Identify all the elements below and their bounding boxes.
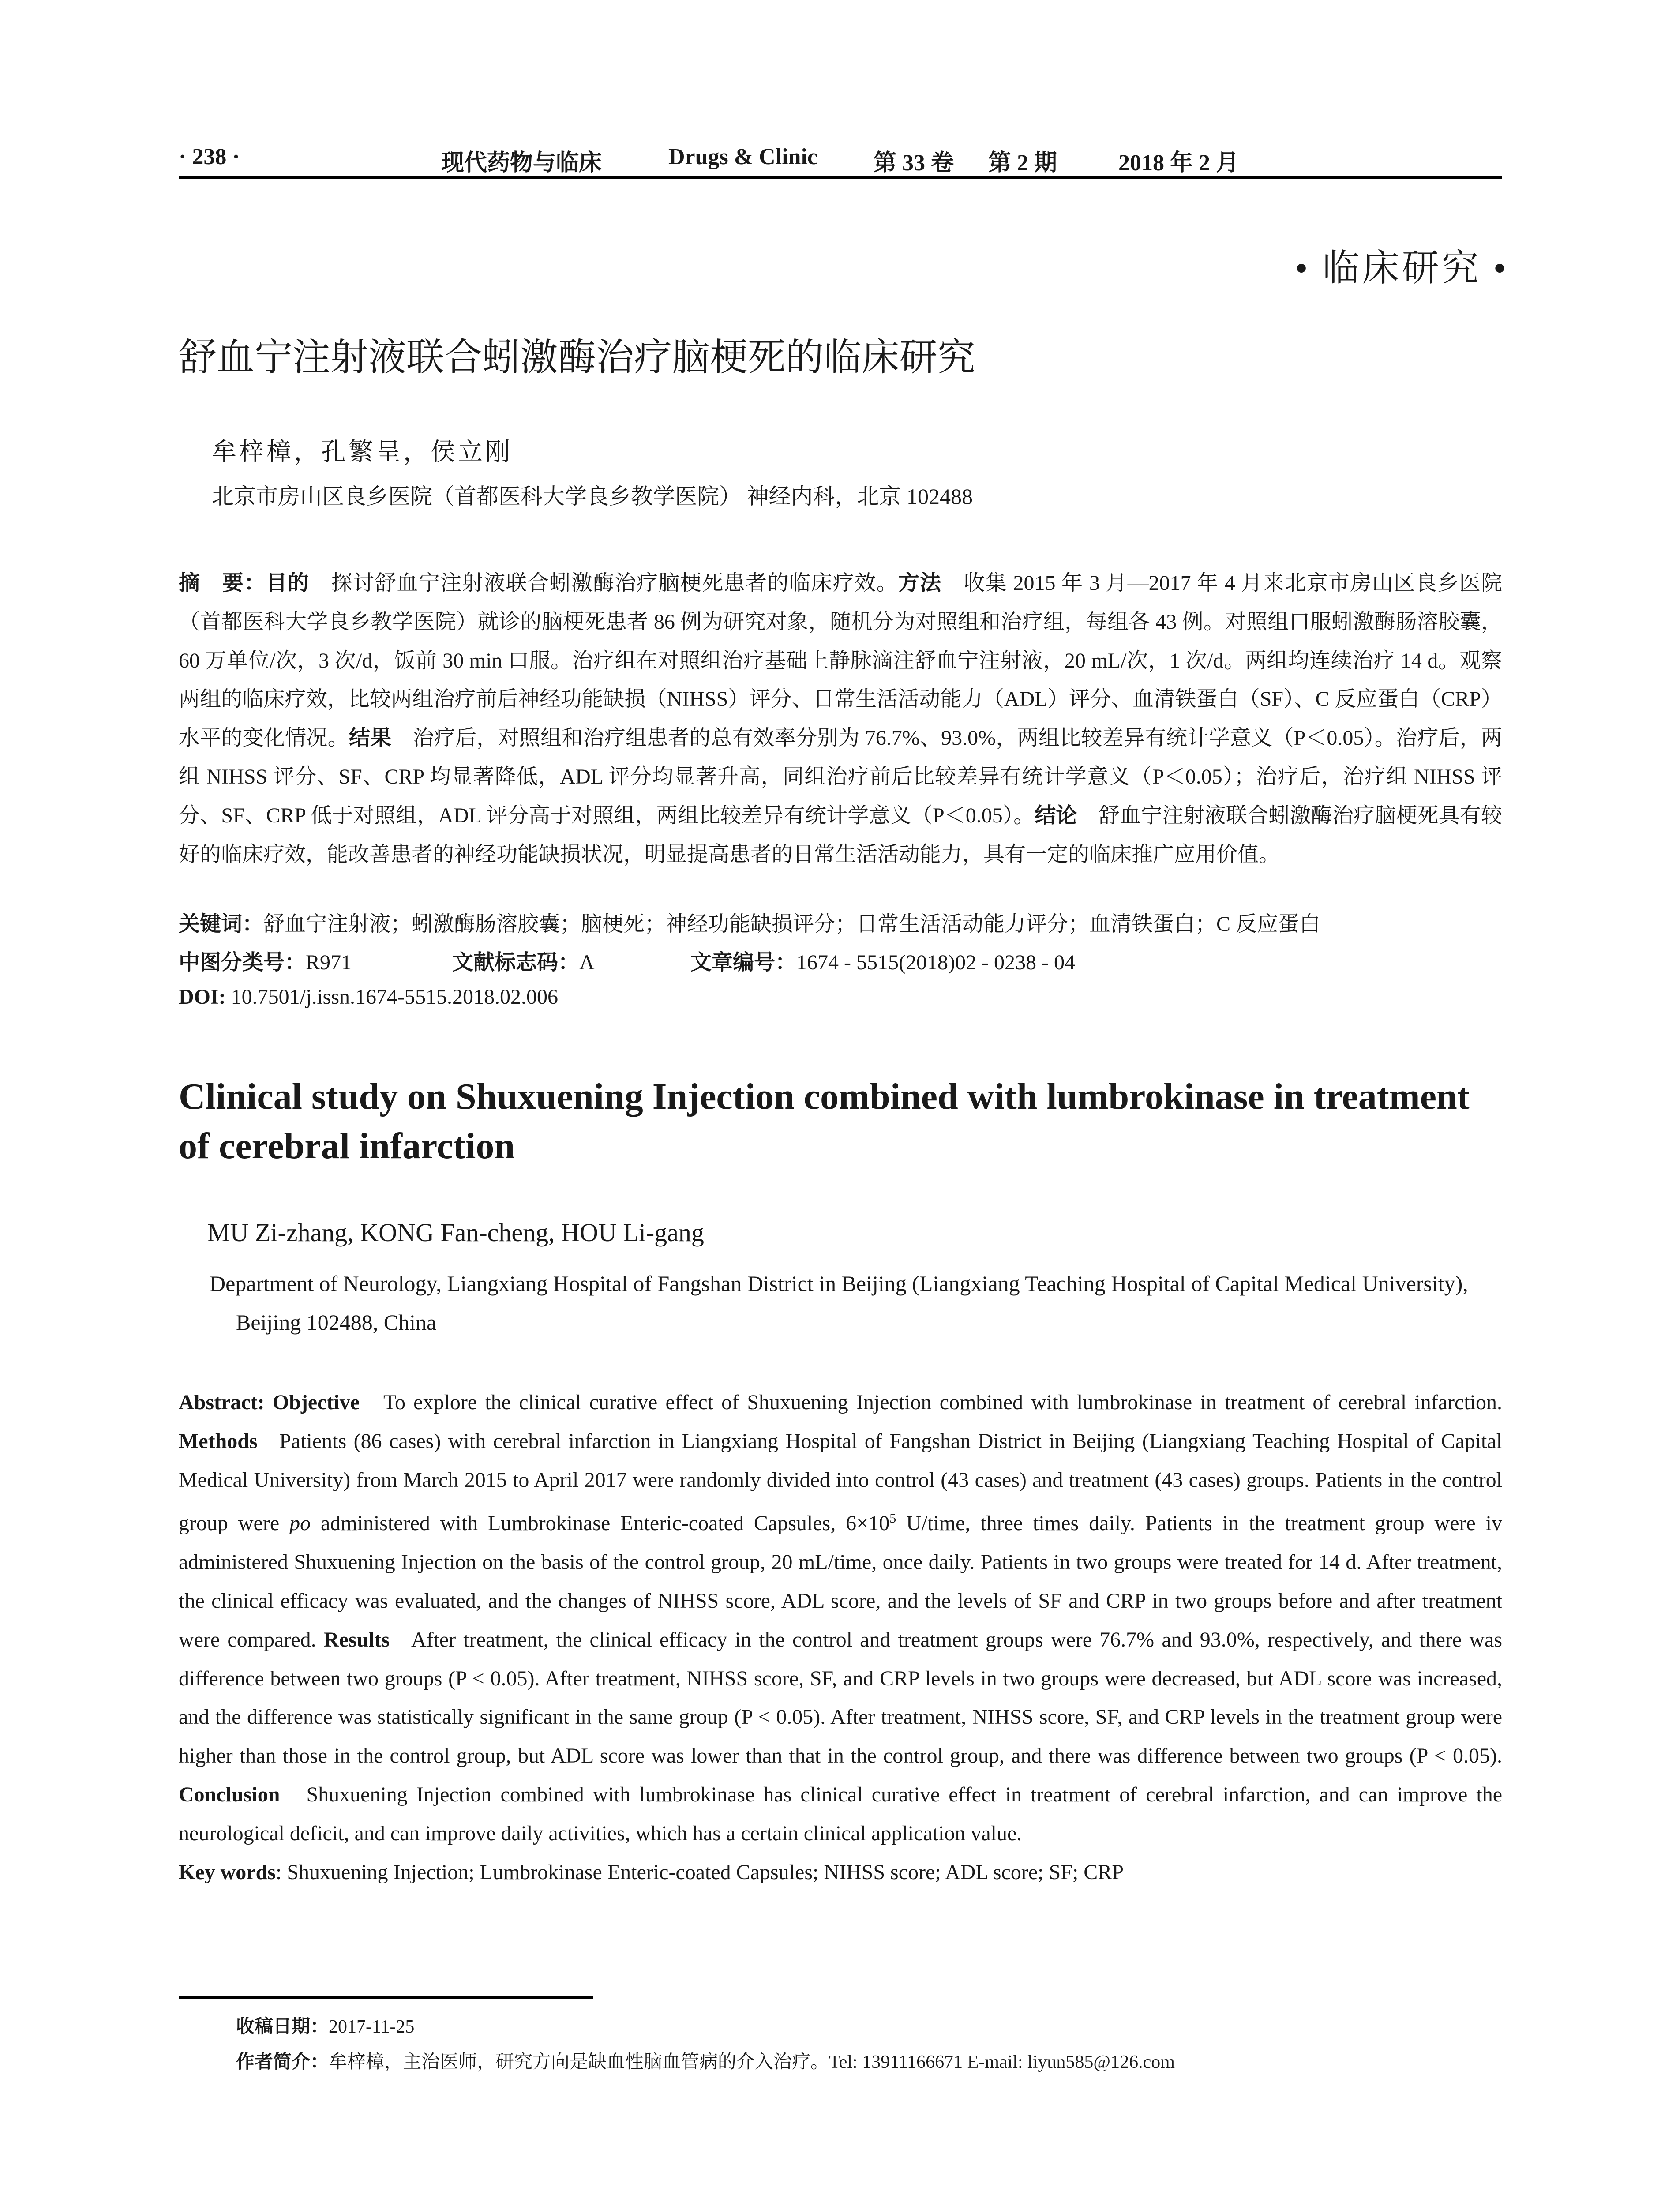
received-date	[236, 2012, 1502, 2038]
publication-date: 2018 年 2 月	[1118, 150, 1239, 176]
doi-value: 10.7501/j.issn.1674-5515.2018.02.006	[231, 985, 559, 1009]
header-rule	[179, 176, 1502, 179]
keywords-cn-label: 关键词：	[179, 912, 264, 936]
footnote-rule	[179, 1996, 593, 1999]
doc-code-label: 文献标志码：	[452, 950, 580, 975]
keywords-cn	[179, 907, 1502, 937]
article-number-label: 文章编号：	[690, 950, 797, 975]
authors-en: MU Zi-zhang, KONG Fan-cheng, HOU Li-gang	[207, 1218, 704, 1247]
bio-value: 牟梓樟，主治医师，研究方向是缺血性脑血管病的介入治疗。Tel: 13911166671 E-mail: liyun585@126.com	[329, 2052, 1175, 2072]
keywords-en-text: : Shuxuening Injection; Lumbrokinase Enteric-coated Capsules; NIHSS score; ADL score; SF; CRP	[275, 1860, 1124, 1884]
article-number-value: 1674 - 5515(2018)02 - 0238 - 04	[796, 951, 1075, 974]
issue: 第 2 期	[988, 150, 1058, 176]
methods-en-part2: administered with Lumbrokinase Enteric-coated Capsules, 6×10	[320, 1512, 890, 1535]
methods-cn-label: 方法	[898, 570, 942, 595]
methods-en-po: po	[289, 1512, 311, 1535]
methods-en-part1: Patients (86 cases) with cerebral infarction in Liangxiang Hospital of Fangshan District in Beijing (Liangxiang Teaching Hospital of Capital Medical University) from March 2015 to April 2017 were randomly divided into control (43 cases) and treatment (43 cases) groups. Patients in the control group were	[179, 1429, 1503, 1535]
results-en: After treatment, the clinical efficacy in the control and treatment groups were 76.7% and 93.0%, respectively, and there was difference between two groups (P < 0.05). After treatment, NIHSS score, SF, and CRP levels in two groups were decreased, but ADL score was increased, and the difference was statistically significant in the same group (P < 0.05). After treatment, NIHSS score, SF, and CRP levels in the treatment group were higher than those in the control group, but ADL score was lower than that in the control group, and there was difference between two groups (P < 0.05).	[179, 1628, 1502, 1768]
received-value: 2017-11-25	[329, 2017, 415, 2037]
volume: 第 33 卷	[874, 150, 954, 176]
running-header	[179, 141, 1502, 176]
objective-en-label: Objective	[272, 1391, 360, 1414]
objective-cn-label: 目的	[266, 570, 310, 595]
results-en-label: Results	[323, 1628, 390, 1651]
affiliation-en: Department of Neurology, Liangxiang Hospital of Fangshan District in Beijing (Liangxiang Teaching Hospital of Capital Medical University), Beijing 102488, China	[210, 1271, 1468, 1335]
objective-cn: 探讨舒血宁注射液联合蚓激酶治疗脑梗死患者的临床疗效。	[331, 571, 898, 595]
doc-code-value: A	[579, 951, 595, 974]
column-tag: • 临床研究 •	[1295, 248, 1509, 289]
results-cn: 治疗后，对照组和治疗组患者的总有效率分别为 76.7%、93.0%，两组比较差异有统计学意义（P＜0.05）。治疗后，两组 NIHSS 评分、SF、CRP 均显著降低，ADL 评分均显著升高，同组治疗前后比较差异有统计学意义（P＜0.05）；治疗后，治疗组 NIHSS 评分、SF、CRP 低于对照组，ADL 评分高于对照组，两组比较差异有统计学意义（P＜0.05）。	[179, 726, 1502, 827]
keywords-cn-text: 舒血宁注射液；蚓激酶肠溶胶囊；脑梗死；神经功能缺损评分；日常生活活动能力评分；血清铁蛋白；C 反应蛋白	[263, 912, 1321, 936]
conclusion-en-label: Conclusion	[179, 1782, 280, 1806]
title-cn: 舒血宁注射液联合蚓激酶治疗脑梗死的临床研究	[179, 335, 975, 379]
methods-cn: 收集 2015 年 3 月—2017 年 4 月来北京市房山区良乡医院（首都医科大学良乡教学医院）就诊的脑梗死患者 86 例为研究对象，随机分为对照组和治疗组，每组各 43 例。对照组口服蚓激酶肠溶胶囊，60 万单位/次，3 次/d，饭前 30 min 口服。治疗组在对照组治疗基础上静脉滴注舒血宁注射液，20 mL/次，1 次/d。两组均连续治疗 14 d。观察两组的临床疗效，比较两组治疗前后神经功能缺损（NIHSS）评分、日常生活活动能力（ADL）评分、血清铁蛋白（SF）、C 反应蛋白（CRP）水平的变化情况。	[179, 571, 1502, 750]
keywords-en-label: Key words	[179, 1860, 276, 1884]
conclusion-cn-label: 结论	[1035, 803, 1077, 828]
methods-en-superscript: 5	[889, 1511, 896, 1526]
author-bio	[236, 2047, 1502, 2074]
doi-line	[179, 985, 1502, 1009]
affiliation-cn: 北京市房山区良乡医院（首都医科大学良乡教学医院） 神经内科，北京 102488	[212, 484, 973, 509]
bio-label: 作者简介：	[236, 2051, 329, 2072]
page-number: · 238 ·	[179, 144, 240, 169]
title-en: Clinical study on Shuxuening Injection combined with lumbrokinase in treatment of cerebral infarction	[179, 1076, 1470, 1167]
methods-en-part3: U/time, three times daily. Patients in the treatment group were iv administered Shuxuening Injection on the basis of the control group, 20 mL/time, once daily. Patients in two groups were treated for 14 d. After treatment, the clinical efficacy was evaluated, and the changes of NIHSS score, ADL score, and the levels of SF and CRP in two groups before and after treatment were compared.	[179, 1512, 1503, 1651]
doi-label: DOI:	[179, 985, 226, 1009]
abstract-cn	[179, 564, 1502, 874]
methods-en-label: Methods	[179, 1429, 258, 1453]
conclusion-cn: 舒血宁注射液联合蚓激酶治疗脑梗死具有较好的临床疗效，能改善患者的神经功能缺损状况，明显提高患者的日常生活活动能力，具有一定的临床推广应用价值。	[179, 803, 1502, 866]
clc-label: 中图分类号：	[179, 950, 306, 975]
clc-value: R971	[306, 951, 352, 974]
conclusion-en: Shuxuening Injection combined with lumbrokinase has clinical curative effect in treatment of cerebral infarction, and can improve the neurological deficit, and can improve daily activities, which has a certain clinical application value.	[179, 1782, 1503, 1845]
journal-name-en: Drugs & Clinic	[668, 144, 818, 169]
results-cn-label: 结果	[349, 725, 392, 750]
abstract-cn-label: 摘 要：	[179, 570, 266, 595]
abstract-en	[179, 1383, 1502, 1891]
authors-cn: 牟梓樟，孔繁呈，侯立刚	[212, 439, 513, 466]
abstract-en-label: Abstract:	[179, 1391, 265, 1414]
journal-name-cn: 现代药物与临床	[441, 150, 602, 176]
received-label: 收稿日期：	[236, 2015, 329, 2037]
objective-en: To explore the clinical curative effect of Shuxuening Injection combined with lumbrokinase in treatment of cerebral infarction.	[383, 1391, 1503, 1414]
